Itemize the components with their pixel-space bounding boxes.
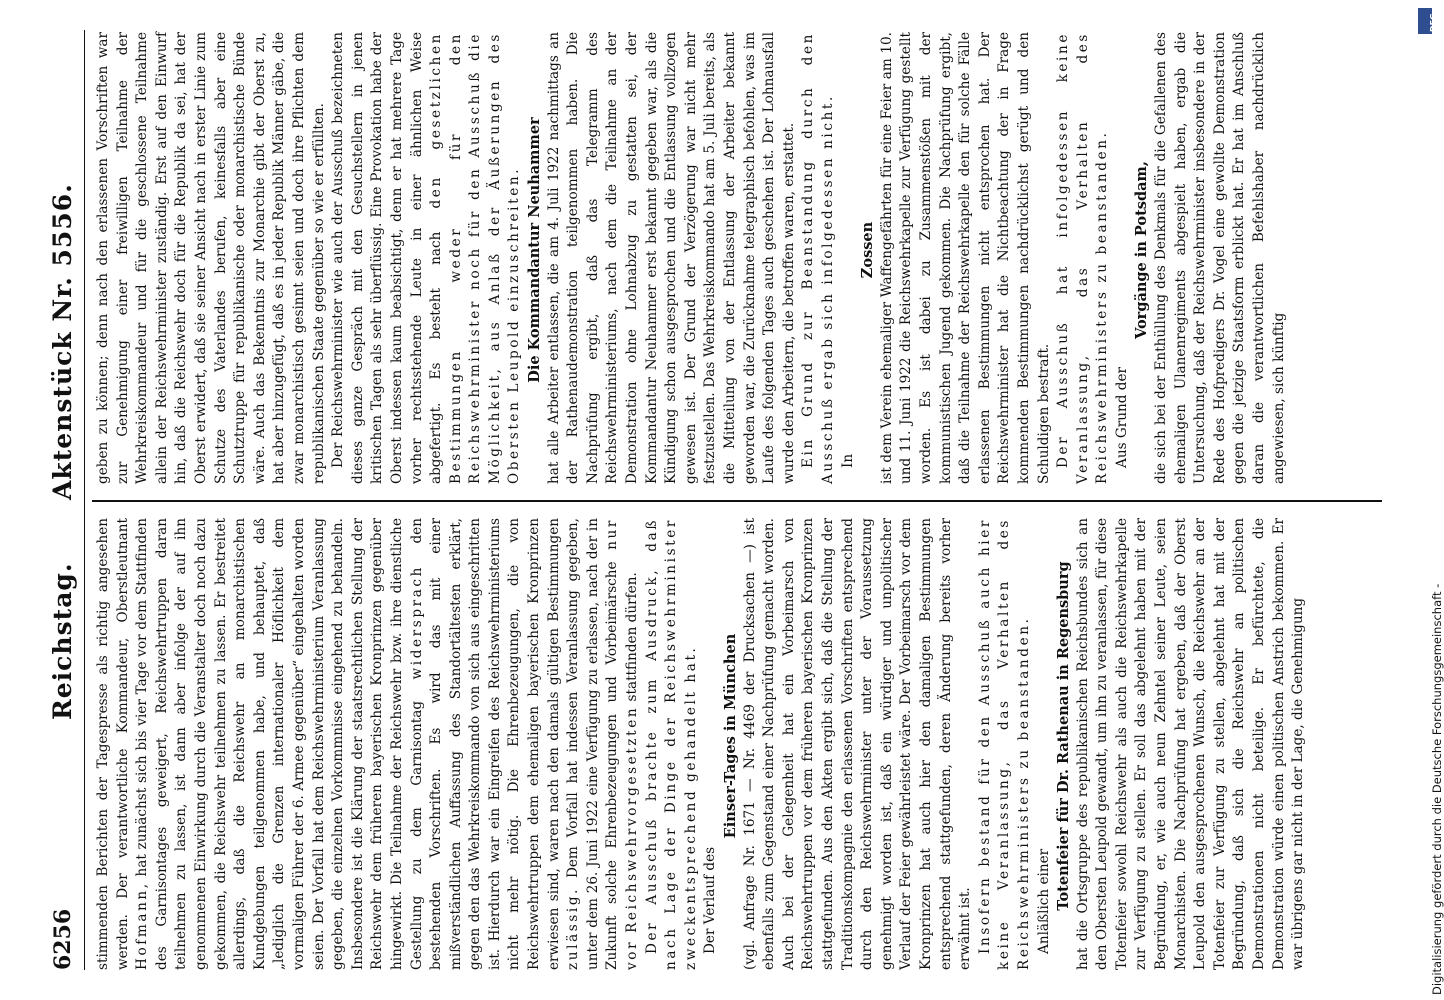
paragraph: die sich bei der Enthüllung des Denkmals für die Gefallenen des ehemaligen Ulanenregiments abgespielt haben, ergab die Untersuchung, daß der Reichswehrminister insbesondere in der Rede des Hofpredigers Dr. Vogel eine gewollte Demonstration gegen die jetzige Staatsform erblickt hat. Er hat im Anschluß daran die verantwortlichen Befehlshaber nachdrücklich angewiesen, sich künftig (1153, 32, 1287, 484)
column-divider (92, 501, 1382, 503)
paragraph: geben zu können; denn nach den erlassenen Vorschriften war zur Genehmigung einer freiwilligen Teilnahme der Wehrkreiskommandeur und für die geschlossene Teilnahme allein der Reichswehrminister zuständig. Erst auf den Einwurf hin, daß die Reichswehr doch für die Republik da sei, hat der Oberst erwidert, daß sie seiner Ansicht nach in erster Linie zum Schutze des Vaterlandes berufen, keinesfalls aber eine Schutztruppe für republikanische oder monarchistische Bünde wäre. Auch das Bekenntnis zur Monarchie gibt der Oberst zu, hat aber hinzugefügt, daß es in jeder Republik Männer gäbe, die zwar monarchistisch gesinnt seien und doch ihre Pflichten dem republikanischen Staate gegenüber so wie er erfüllten. (95, 32, 327, 484)
paragraph: Der Reichswehrminister wie auch der Ausschuß bezeichneten dieses ganze Gespräch mit den Gesuchstellern in jenen kritischen Tagen als sehr überflüssig. Eine Provokation habe der Oberst indessen kaum beabsichtigt, denn er hat mehrere Tage vorher rechtsstehende Leute in einer ähnlichen Weise abgefertigt. Es besteht nach den gesetzlichen Bestimmungen weder für den Reichswehrminister noch für den Ausschuß die Möglichkeit, aus Anlaß der Äußerungen des Obersten Leupold einzuschreiten. (330, 32, 523, 484)
intro-line: Anläßlich einer (1035, 848, 1052, 954)
right-column (94, 32, 1394, 484)
left-column (94, 518, 1394, 970)
paragraph: Der Ausschuß hat infolgedessen keine Veranlassung, das Verhalten des Reichswehrministers zu beanstanden. (1055, 32, 1111, 484)
paragraph: hat alle Arbeiter entlassen, die am 4. Juli 1922 nachmittags an der Rathenaudemonstration teilgenommen haben. Die Nachprüfung ergibt, daß das Telegramm des Reichswehrministeriums, nach dem die Teilnahme an der Demonstration ohne Lohnabzug zu gestatten sei, der Kommandantur Neuhammer erst bekannt gegeben war, als die Kündigung schon ausgesprochen und die Entlassung vollzogen gewesen ist. Der Grund der Verzögerung war nicht mehr festzustellen. Das Wehrkreiskommando hat am 5. Juli bereits, als die Mitteilung von der Entlassung der Arbeiter bekannt geworden war, die Zurücknahme telegraphisch befohlen, was im Laufe des folgenden Tages auch geschehen ist. Der Lohnausfall wurde den Arbeitern, die betroffen waren, erstattet. (545, 32, 797, 484)
document-number: Aktenstück Nr. 5556. (48, 183, 77, 500)
credit-text: Digitalisierung gefördert durch die Deutsche Forschungsgemeinschaft - (1430, 583, 1444, 995)
paragraph: Insofern bestand für den Ausschuß auch hier keine Veranlassung, das Verhalten des Reichswehrministers zu beanstanden. (976, 518, 1032, 970)
paragraph: stimmenden Berichten der Tagespresse als richtig angesehen werden. Der verantwortliche Kommandeur, Oberstleutnant Hofmann, hat zunächst sich bis vier Tage vor dem Stattfinden des Garnisontages geweigert, Reichswehrtruppen daran teilnehmen zu lassen, ist dann aber infolge der auf ihn genommenen Einwirkung durch die Veranstalter doch noch dazu gekommen, die Reichswehr teilnehmen zu lassen. Er bestreitet allerdings, daß die Reichswehr an monarchistischen Kundgebungen teilgenommen habe, und behauptet, daß „lediglich die Grenzen internationaler Höflichkeit dem vormaligen Führer der 6. Armee gegenüber“ eingehalten worden seien. Der Vorfall hat dem Reichswehrministerium Veranlassung gegeben, die einzelnen Vorkommnisse eingehend zu behandeln. Insbesondere ist die Klärung der staatsrechtlichen Stellung der Reichswehr dem früheren bayerischen Kronprinzen gegenüber hingewirkt. Die Teilnahme der Reichswehr bzw. ihre dienstliche Gestellung zu dem Garnisontag widersprach den bestehenden Vorschriften. Es wird das mit einer mißverständlichen Auffassung des Standortältesten erklärt, gegen den das Wehrkreiskommando von sich aus eingeschritten ist. Hierdurch war ein Eingreifen des Reichswehrministeriums nicht mehr nötig. Die Ehrenbezeugungen, die von Reichswehrtruppen dem ehemaligen bayerischen Kronprinzen erwiesen sind, waren nach den damals gültigen Bestimmungen zulässig. Dem Vorfall hat indessen Veranlassung gegeben, unter dem 26. Juni 1922 eine Verfügung zu erlassen, nach der in Zukunft solche Ehrenbezeugungen und Vorbeimärsche nur vor Reichswehrvorgesetzten stattfinden dürfen. (95, 517, 641, 970)
running-title: Reichstag. (48, 562, 77, 720)
digitization-credit (1416, 0, 1444, 1000)
page-header (46, 30, 85, 970)
paragraph: ist dem Verein ehemaliger Waffengefährten für eine Feier am 10. und 11. Juni 1922 die Reichswehrkapelle zur Verfügung gestellt worden. Es ist dabei zu Zusammenstößen mit der kommunistischen Jugend gekommen. Die Nachprüfung ergibt, daß die Teilnahme der Reichswehrkapelle den für solche Fälle erlassenen Bestimmungen nicht entsprochen hat. Der Reichswehrminister hat die Nichtbeachtung der in Frage kommenden Bestimmungen nachdrücklichst gerügt und den Schuldigen bestraft. (878, 32, 1052, 484)
intro-line: Der Verlauf des (702, 846, 719, 954)
dfg-logo: DFG (1418, 8, 1432, 34)
page-number: 6256 (50, 908, 76, 970)
section-heading: Die Kommandantur Neuhammer (526, 117, 544, 383)
scanned-page (46, 30, 1416, 970)
section-heading: Totenfeier für Dr. Rathenau in Regensburg (1055, 561, 1073, 911)
intro-line: Aus Grund der (1113, 366, 1130, 468)
paragraph: (vgl. Anfrage Nr. 1671 — Nr. 4469 der Drucksachen —) ist ebenfalls zum Gegenstand einer Nachprüfung gemacht worden. Auch bei der Gelegenheit hat ein Vorbeimarsch von Reichswehrtruppen vor dem früheren bayerischen Kronprinzen stattgefunden. Aus den Akten ergibt sich, daß die Stellung der Traditionskompagnie den erlassenen Vorschriften entsprechend durch den Reichswehrminister unter der Voraussetzung genehmigt worden ist, daß ein würdiger und unpolitischer Verlauf der Feier gewährleistet wäre. Der Vorbeimarsch vor dem Kronprinzen hat auch hier den damaligen Bestimmungen entsprechend stattgefunden, deren Änderung bereits vorher erwähnt ist. (741, 518, 974, 970)
paragraph: hat die Ortsgruppe des republikanischen Reichsbundes sich an den Obersten Leupold gewandt, um ihn zu veranlassen, für diese Totenfeier sowohl Reichswehr als auch die Reichswehrkapelle zur Verfügung zu stellen. Er soll das abgelehnt haben mit der Begründung, er, wie auch neun Zehntel seiner Leute, seien Monarchisten. Die Nachprüfung hat ergeben, daß der Oberst Leupold den ausgesprochenen Wunsch, die Reichswehr an der Totenfeier zur Verfügung zu stellen, abgelehnt hat mit der Begründung, daß sich die Reichswehr an politischen Demonstrationen nicht beteilige. Er befürchtete, die Demonstration würde einen politischen Anstrich bekommen. Er war übrigens gar nicht in der Lage, die Genehmigung (1074, 518, 1307, 970)
paragraph: Der Ausschuß brachte zum Ausdruck, daß nach Lage der Dinge der Reichswehrminister zweckentsprechend gehandelt hat. (643, 518, 699, 970)
section-heading: Zossen (859, 221, 877, 279)
section-heading: Vorgänge in Potsdam, (1133, 161, 1151, 339)
paragraph: Ein Grund zur Beanstandung durch den Ausschuß ergab sich infolgedessen nicht. (800, 32, 836, 484)
intro-line: In (839, 453, 856, 468)
section-heading: Einser-Tages in München (722, 633, 739, 839)
